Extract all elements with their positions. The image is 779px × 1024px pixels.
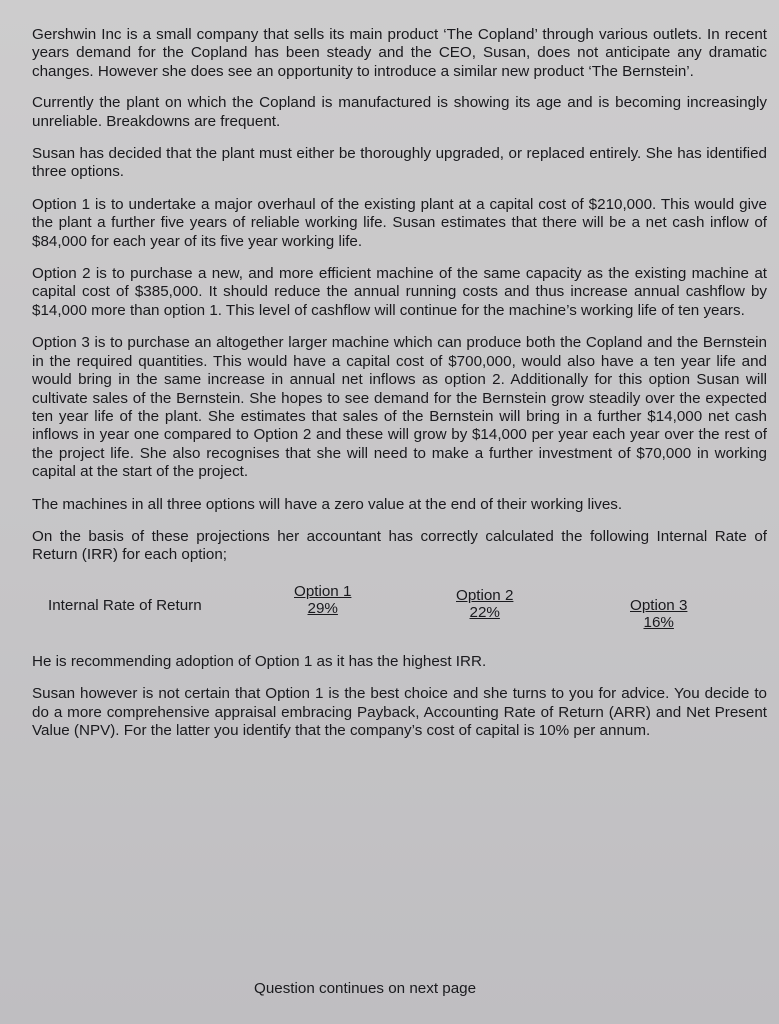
option-2-irr-value: 22% <box>469 603 500 621</box>
appraisal-paragraph: Susan however is not certain that Option 1 is the best choice and she turns to you for advice. You decide to do a more comprehensive appraisal embracing Payback, Accounting Rate of Return (ARR) and Net Present Value (NPV). For the latter you identify that the company’s cost of capital is 10% per annum. <box>32 685 767 739</box>
irr-table <box>32 583 767 641</box>
irr-row-label: Internal Rate of Return <box>48 596 202 614</box>
option-1-paragraph: Option 1 is to undertake a major overhaul of the existing plant at a capital cost of $210,000. This would give the plant a further five years of reliable working life. Susan estimates that there will be a net cash inflow of $84,000 for each year of its five year working life. <box>32 195 767 250</box>
continuation-note: Question continues on next page <box>254 980 477 997</box>
irr-option-3 <box>630 597 687 631</box>
option-2-paragraph: Option 2 is to purchase a new, and more efficient machine of the same capacity as the existing machine at capital cost of $385,000. It should reduce the annual running costs and thus increase annual cashflow by $14,000 more than option 1. This level of cashflow will continue for the machine’s working life of ten years. <box>32 265 767 319</box>
irr-option-2 <box>456 587 513 621</box>
zero-value-paragraph: The machines in all three options will have a zero value at the end of their working lives. <box>32 495 623 513</box>
plant-condition-paragraph: Currently the plant on which the Copland is manufactured is showing its age and is becoming increasingly unreliable. Breakdowns are frequent. <box>32 94 767 130</box>
irr-option-1 <box>294 583 351 617</box>
option-2-heading: Option 2 <box>456 586 514 604</box>
option-1-irr-value: 29% <box>307 599 338 617</box>
intro-paragraph: Gershwin Inc is a small company that sells its main product ‘The Copland’ through various outlets. In recent years demand for the Copland has been steady and the CEO, Susan, does not anticipate any dramatic changes. However she does see an opportunity to introduce a similar new product ‘The Bernstein’. <box>32 26 767 80</box>
option-3-heading: Option 3 <box>630 596 688 614</box>
option-1-heading: Option 1 <box>294 582 352 600</box>
irr-intro-paragraph: On the basis of these projections her accountant has correctly calculated the following Internal Rate of Return (IRR) for each option; <box>32 527 767 564</box>
recommendation-paragraph: He is recommending adoption of Option 1 as it has the highest IRR. <box>32 652 487 670</box>
decision-paragraph: Susan has decided that the plant must either be thoroughly upgraded, or replaced entirely. She has identified three options. <box>32 145 767 181</box>
option-3-irr-value: 16% <box>643 613 674 631</box>
option-3-paragraph: Option 3 is to purchase an altogether larger machine which can produce both the Copland and the Bernstein in the required quantities. This would have a capital cost of $700,000, would also have a ten year life and would bring in the same increase in annual net inflows as option 2. Additionally for this option Susan will cultivate sales of the Bernstein. She hopes to see demand for the Bernstein grow steadily over the expected ten year life of the plant. She estimates that sales of the Bernstein will bring in a further $14,000 net cash inflows in year one compared to Option 2 and these will grow by $14,000 per year each year over the rest of the project life. She also recognises that she will need to make a further investment of $70,000 in working capital at the start of the project. <box>32 334 767 481</box>
document-body <box>32 26 767 754</box>
